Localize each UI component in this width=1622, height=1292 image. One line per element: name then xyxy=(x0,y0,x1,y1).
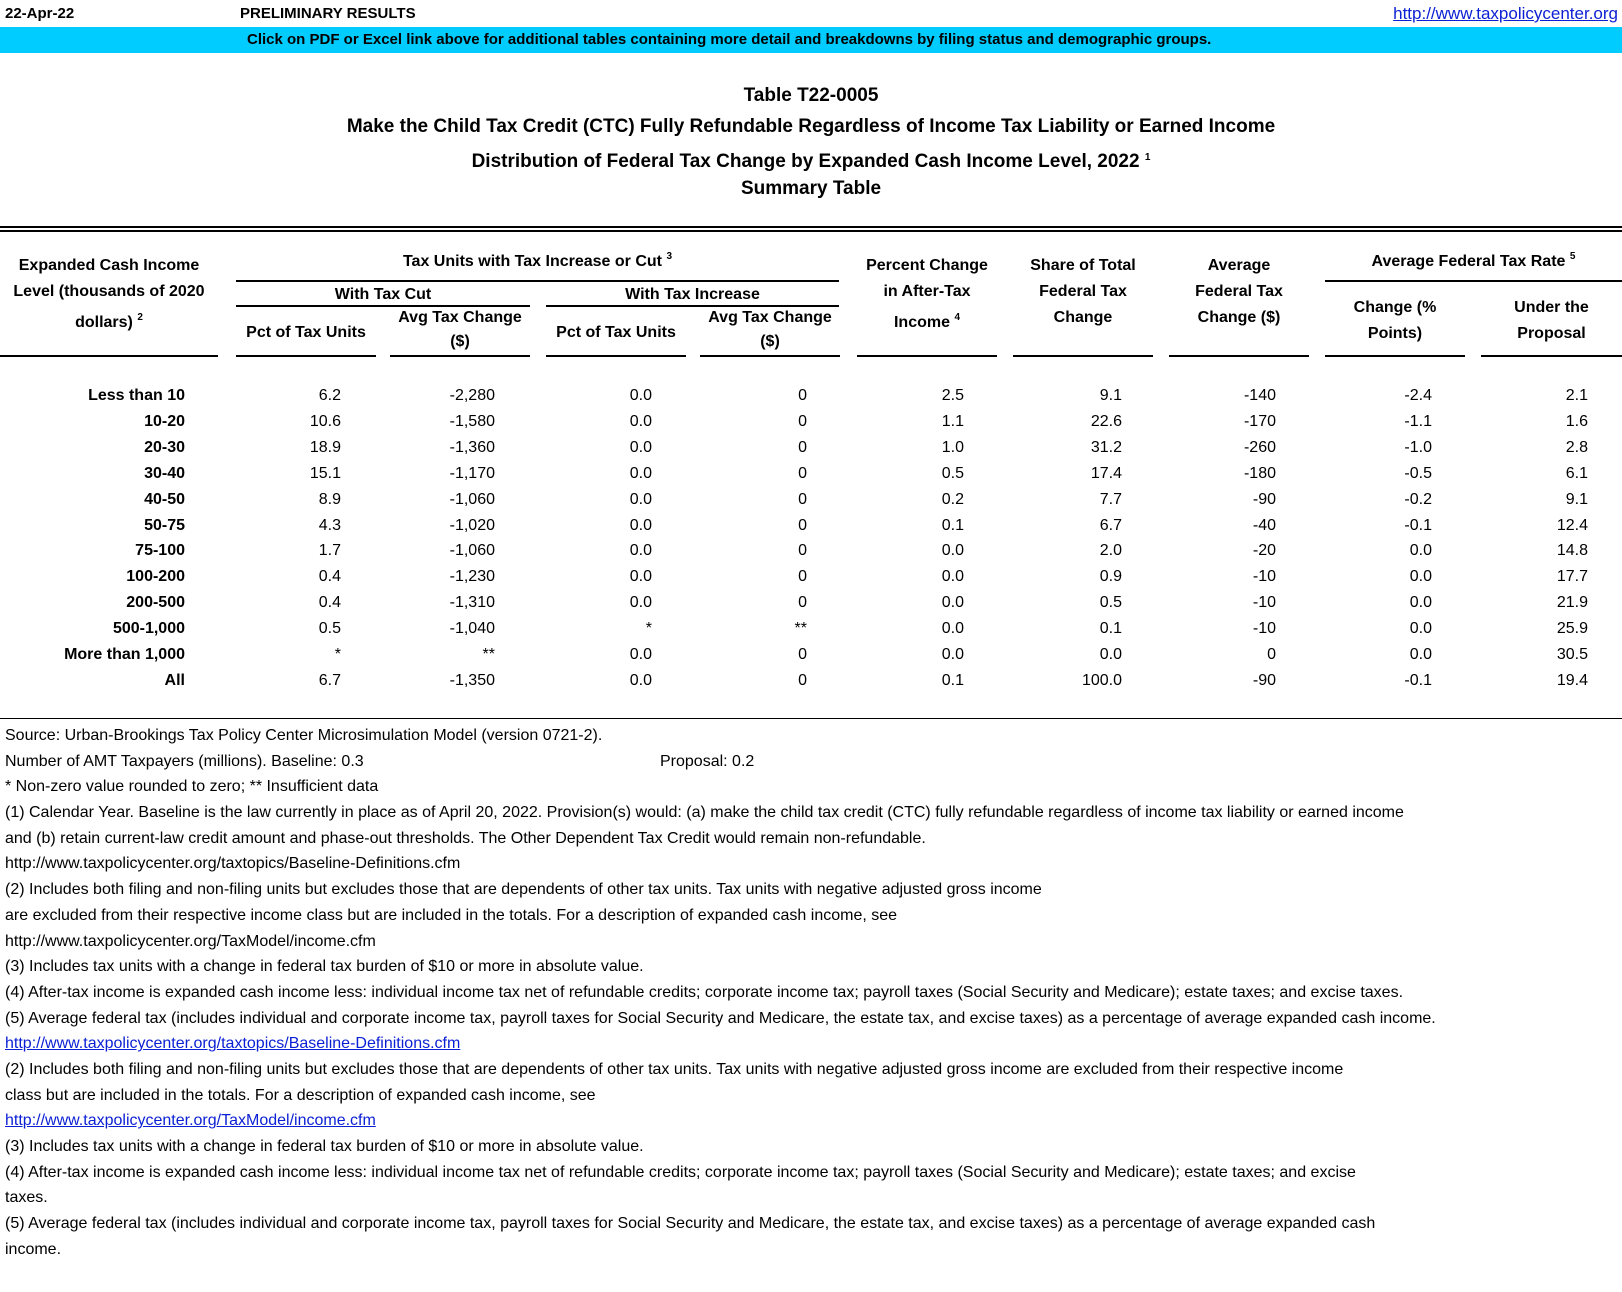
cut-avg-cell: -1,350 xyxy=(449,671,495,689)
rate-change-cell: -0.5 xyxy=(1404,464,1432,482)
col-header-inc-avg: Avg Tax Change ($) xyxy=(708,309,832,350)
col-group-avg-rate: Average Federal Tax Rate $^5$ xyxy=(1371,251,1576,270)
share-cell: 9.1 xyxy=(1099,387,1122,404)
income-level-cell: Less than 10 xyxy=(88,387,185,404)
note-5: (5) Average federal tax (includes individual and corporate income tax, payroll taxes for Social Security and Medicare, the estate tax, and excise taxes) as a percentage of average expanded cash income. xyxy=(5,1009,1436,1027)
top-double-rule xyxy=(0,226,1622,228)
report-date: 22-Apr-22 xyxy=(5,5,75,22)
rate-under-cell: 9.1 xyxy=(1565,490,1588,508)
col-header-cut-pct: Pct of Tax Units xyxy=(246,324,366,341)
inc-avg-cell: 0 xyxy=(798,646,807,663)
inc-pct-cell: 0.0 xyxy=(629,412,652,430)
footnote-ref: 1 xyxy=(1144,152,1151,163)
summary-label: Summary Table xyxy=(740,178,882,199)
pct-after-tax-cell: 0.1 xyxy=(941,671,964,689)
avg-change-cell: -170 xyxy=(1243,412,1276,430)
hdr-rule xyxy=(236,355,376,357)
cut-avg-cell: -1,360 xyxy=(449,438,495,456)
share-cell: 7.7 xyxy=(1099,490,1122,508)
cut-pct-cell: * xyxy=(334,646,341,663)
share-cell: 0.0 xyxy=(1099,646,1122,663)
inc-pct-cell: 0.0 xyxy=(629,464,652,482)
top-double-rule-2 xyxy=(0,230,1622,232)
rate-change-cell: 0.0 xyxy=(1409,620,1432,638)
col-header-income-level: Expanded Cash Income Level (thousands of 2020 dollars) $^2$ xyxy=(13,257,205,331)
cut-avg-cell: ** xyxy=(482,646,495,663)
preliminary-label: PRELIMINARY RESULTS xyxy=(240,5,416,22)
rate-change-cell: -0.2 xyxy=(1404,490,1432,508)
group-rule-rate xyxy=(1325,280,1622,282)
income-level-cell: 75-100 xyxy=(135,542,185,560)
note-1-url: http://www.taxpolicycenter.org/taxtopics/Baseline-Definitions.cfm xyxy=(5,855,461,873)
income-definition-link[interactable]: http://www.taxpolicycenter.org/TaxModel/income.cfm xyxy=(5,1112,376,1130)
inc-avg-cell: 0 xyxy=(798,438,807,456)
rate-under-cell: 21.9 xyxy=(1556,594,1588,612)
pct-after-tax-cell: 0.0 xyxy=(941,620,964,638)
note-1: (1) Calendar Year. Baseline is the law currently in place as of April 20, 2022. Provision(s) would: (a) make the child tax credit (CTC) fully refundable regardless of income tax liability or earned income xyxy=(5,804,1404,822)
rate-under-cell: 12.4 xyxy=(1556,516,1588,534)
income-level-cell: More than 1,000 xyxy=(64,646,185,663)
income-level-cell: 500-1,000 xyxy=(112,620,185,638)
inc-pct-cell: 0.0 xyxy=(629,646,652,663)
pct-after-tax-cell: 2.5 xyxy=(941,387,964,404)
hdr-rule xyxy=(857,355,997,357)
inc-pct-cell: 0.0 xyxy=(629,542,652,560)
col-header-rate-under: Under the Proposal xyxy=(1514,299,1589,342)
inc-avg-cell: 0 xyxy=(798,671,807,689)
avg-change-cell: -20 xyxy=(1252,542,1276,560)
share-cell: 31.2 xyxy=(1090,438,1122,456)
pct-after-tax-cell: 0.5 xyxy=(941,464,964,482)
table-row xyxy=(0,668,1622,694)
repeat-note-5-cont: income. xyxy=(5,1240,62,1258)
income-level-cell: 30-40 xyxy=(144,464,185,482)
repeat-note-4-cont: taxes. xyxy=(5,1189,48,1207)
inc-avg-cell: 0 xyxy=(798,412,807,430)
inc-avg-cell: 0 xyxy=(798,594,807,612)
inc-pct-cell: 0.0 xyxy=(629,568,652,586)
repeat-note-5: (5) Average federal tax (includes individual and corporate income tax, payroll taxes for Social Security and Medicare, the estate tax, and excise taxes) as a percentage of average expanded cash xyxy=(5,1215,1376,1233)
col-header-share-total: Share of Total Federal Tax Change xyxy=(1030,257,1136,326)
income-level-cell: 40-50 xyxy=(144,490,185,508)
inc-avg-cell: 0 xyxy=(798,542,807,560)
cut-pct-cell: 6.2 xyxy=(318,387,341,404)
cut-pct-cell: 6.7 xyxy=(318,671,341,689)
rate-under-cell: 2.8 xyxy=(1565,438,1588,456)
col-header-inc-pct: Pct of Tax Units xyxy=(556,324,676,341)
inc-avg-cell: 0 xyxy=(798,464,807,482)
tpc-site-link[interactable]: http://www.taxpolicycenter.org xyxy=(1393,4,1618,23)
share-cell: 2.0 xyxy=(1099,542,1122,560)
rate-change-cell: -1.0 xyxy=(1404,438,1432,456)
rate-change-cell: -0.1 xyxy=(1404,516,1432,534)
note-2-url: http://www.taxpolicycenter.org/TaxModel/income.cfm xyxy=(5,932,376,950)
table-row xyxy=(0,538,1622,564)
rate-under-cell: 30.5 xyxy=(1556,646,1588,663)
cut-pct-cell: 0.5 xyxy=(318,620,341,638)
avg-change-cell: -10 xyxy=(1252,594,1276,612)
note-1-cont: and (b) retain current-law credit amount and phase-out thresholds. The Other Dependent Tax Credit would remain non-refundable. xyxy=(5,829,926,847)
income-level-cell: 200-500 xyxy=(126,594,185,612)
legend-note: * Non-zero value rounded to zero; ** Insufficient data xyxy=(5,778,379,796)
hdr-rule xyxy=(390,355,530,357)
pct-after-tax-cell: 0.0 xyxy=(941,542,964,560)
inc-pct-cell: * xyxy=(645,620,652,638)
repeat-note-4: (4) After-tax income is expanded cash income less: individual income tax net of refundable credits; corporate income tax; payroll taxes (Social Security and Medicare); estate taxes; and excise xyxy=(5,1163,1356,1181)
avg-change-cell: -90 xyxy=(1252,490,1276,508)
hdr-rule xyxy=(1325,355,1465,357)
table-row xyxy=(0,383,1622,409)
pct-after-tax-cell: 0.0 xyxy=(941,646,964,663)
cut-pct-cell: 10.6 xyxy=(309,412,341,430)
cut-pct-cell: 15.1 xyxy=(309,464,341,482)
avg-change-cell: -180 xyxy=(1243,464,1276,482)
inc-avg-cell: 0 xyxy=(798,568,807,586)
note-2: (2) Includes both filing and non-filing units but excludes those that are dependents of other tax units. Tax units with negative adjusted gross income xyxy=(5,881,1042,899)
inc-pct-cell: 0.0 xyxy=(629,516,652,534)
pct-after-tax-cell: 1.0 xyxy=(941,438,964,456)
hdr-rule xyxy=(546,355,686,357)
rate-change-cell: 0.0 xyxy=(1409,542,1432,560)
rate-change-cell: -2.4 xyxy=(1404,387,1432,404)
cut-pct-cell: 18.9 xyxy=(309,438,341,456)
pct-after-tax-cell: 0.0 xyxy=(941,594,964,612)
hdr-rule xyxy=(0,355,218,357)
share-cell: 0.1 xyxy=(1099,620,1122,638)
rate-change-cell: 0.0 xyxy=(1409,594,1432,612)
cut-pct-cell: 0.4 xyxy=(318,568,341,586)
col-header-cut-avg: Avg Tax Change ($) xyxy=(398,309,522,350)
share-cell: 6.7 xyxy=(1099,516,1122,534)
cut-pct-cell: 1.7 xyxy=(318,542,341,560)
baseline-definitions-link[interactable]: http://www.taxpolicycenter.org/taxtopics/Baseline-Definitions.cfm xyxy=(5,1035,461,1053)
table-row xyxy=(0,461,1622,487)
avg-change-cell: -10 xyxy=(1252,568,1276,586)
cut-avg-cell: -1,060 xyxy=(449,490,495,508)
table-row xyxy=(0,409,1622,435)
pct-after-tax-cell: 0.2 xyxy=(941,490,964,508)
col-group-tax-units: Tax Units with Tax Increase or Cut $^3$ xyxy=(402,251,673,270)
cut-avg-cell: -1,020 xyxy=(449,516,495,534)
table-subtitle: Distribution of Federal Tax Change by Expanded Cash Income Level, 2022 $^1$ xyxy=(471,151,1151,172)
hdr-rule xyxy=(1481,355,1622,357)
share-cell: 22.6 xyxy=(1090,412,1122,430)
inc-avg-cell: 0 xyxy=(798,387,807,404)
table-row xyxy=(0,616,1622,642)
title-block xyxy=(0,80,1622,204)
cut-avg-cell: -1,040 xyxy=(449,620,495,638)
repeat-note-2: (2) Includes both filing and non-filing units but excludes those that are dependents of other tax units. Tax units with negative adjusted gross income are excluded from their respective income xyxy=(5,1060,1344,1078)
rate-under-cell: 25.9 xyxy=(1556,620,1588,638)
bottom-rule xyxy=(0,718,1622,719)
inc-pct-cell: 0.0 xyxy=(629,387,652,404)
table-id: Table T22-0005 xyxy=(743,85,879,106)
income-level-cell: All xyxy=(164,671,185,689)
repeat-note-2-cont: class but are included in the totals. For a description of expanded cash income, see xyxy=(5,1086,596,1104)
rate-under-cell: 6.1 xyxy=(1565,464,1588,482)
cut-avg-cell: -1,580 xyxy=(449,412,495,430)
rate-under-cell: 2.1 xyxy=(1565,387,1588,404)
table-row xyxy=(0,590,1622,616)
inc-avg-cell: 0 xyxy=(798,490,807,508)
cut-pct-cell: 8.9 xyxy=(318,490,341,508)
hdr-rule xyxy=(1169,355,1309,357)
note-3: (3) Includes tax units with a change in federal tax burden of $10 or more in absolute value. xyxy=(5,958,644,976)
table-row xyxy=(0,513,1622,539)
col-header-avg-fed-tax-change: Average Federal Tax Change ($) xyxy=(1195,257,1283,326)
cut-avg-cell: -1,230 xyxy=(449,568,495,586)
pct-after-tax-cell: 0.0 xyxy=(941,568,964,586)
rate-under-cell: 19.4 xyxy=(1556,671,1588,689)
cut-pct-cell: 0.4 xyxy=(318,594,341,612)
income-level-cell: 10-20 xyxy=(144,412,185,430)
rate-under-cell: 17.7 xyxy=(1556,568,1588,586)
note-4: (4) After-tax income is expanded cash income less: individual income tax net of refundable credits; corporate income tax; payroll taxes (Social Security and Medicare); estate taxes; and excise taxes. xyxy=(5,983,1404,1001)
inc-pct-cell: 0.0 xyxy=(629,438,652,456)
rate-change-cell: 0.0 xyxy=(1409,646,1432,663)
hdr-rule xyxy=(700,355,840,357)
info-banner xyxy=(0,27,1622,53)
inc-pct-cell: 0.0 xyxy=(629,490,652,508)
income-level-cell: 20-30 xyxy=(144,438,185,456)
table-row xyxy=(0,487,1622,513)
avg-change-cell: -140 xyxy=(1243,387,1276,404)
col-subgroup-tax-cut: With Tax Cut xyxy=(334,286,432,303)
pct-after-tax-cell: 1.1 xyxy=(941,412,964,430)
share-cell: 0.9 xyxy=(1099,568,1122,586)
footnotes xyxy=(5,723,1617,1262)
rate-under-cell: 1.6 xyxy=(1565,412,1588,430)
cut-avg-cell: -1,170 xyxy=(449,464,495,482)
banner-text: Click on PDF or Excel link above for additional tables containing more detail and breakdowns by filing status and demographic groups. xyxy=(247,31,1212,48)
repeat-note-3: (3) Includes tax units with a change in federal tax burden of $10 or more in absolute value. xyxy=(5,1138,644,1155)
avg-change-cell: -90 xyxy=(1252,671,1276,689)
rate-change-cell: -0.1 xyxy=(1404,671,1432,689)
cut-avg-cell: -1,310 xyxy=(449,594,495,612)
share-cell: 100.0 xyxy=(1081,671,1122,689)
pct-after-tax-cell: 0.1 xyxy=(941,516,964,534)
avg-change-cell: 0 xyxy=(1267,646,1276,663)
col-header-pct-after-tax: Percent Change in After-Tax Income $^4$ xyxy=(866,257,988,331)
rate-change-cell: 0.0 xyxy=(1409,568,1432,586)
inc-pct-cell: 0.0 xyxy=(629,594,652,612)
income-level-cell: 100-200 xyxy=(126,568,185,586)
share-cell: 17.4 xyxy=(1090,464,1122,482)
table-title: Make the Child Tax Credit (CTC) Fully Refundable Regardless of Income Tax Liability or Earned Income xyxy=(346,116,1276,137)
cut-avg-cell: -1,060 xyxy=(449,542,495,560)
hdr-rule xyxy=(1013,355,1153,357)
rate-change-cell: -1.1 xyxy=(1404,412,1432,430)
table-row xyxy=(0,564,1622,590)
cut-avg-cell: -2,280 xyxy=(449,387,495,404)
inc-avg-cell: 0 xyxy=(798,516,807,534)
cut-pct-cell: 4.3 xyxy=(318,516,341,534)
col-header-rate-change: Change (% Points) xyxy=(1353,299,1437,342)
col-subgroup-tax-increase: With Tax Increase xyxy=(625,286,760,303)
note-2-cont: are excluded from their respective income class but are included in the totals. For a description of expanded cash income, see xyxy=(5,906,898,924)
rate-under-cell: 14.8 xyxy=(1556,542,1588,560)
source-note: Source: Urban-Brookings Tax Policy Center Microsimulation Model (version 0721-2). xyxy=(5,727,603,744)
income-level-cell: 50-75 xyxy=(144,516,185,534)
inc-avg-cell: ** xyxy=(794,620,807,638)
amt-note: Number of AMT Taxpayers (millions). Baseline: 0.3 Proposal: 0.2 xyxy=(5,752,755,770)
inc-pct-cell: 0.0 xyxy=(629,671,652,689)
avg-change-cell: -260 xyxy=(1243,438,1276,456)
table-row xyxy=(0,435,1622,461)
table-row xyxy=(0,642,1622,668)
share-cell: 0.5 xyxy=(1099,594,1122,612)
avg-change-cell: -40 xyxy=(1252,516,1276,534)
avg-change-cell: -10 xyxy=(1252,620,1276,638)
